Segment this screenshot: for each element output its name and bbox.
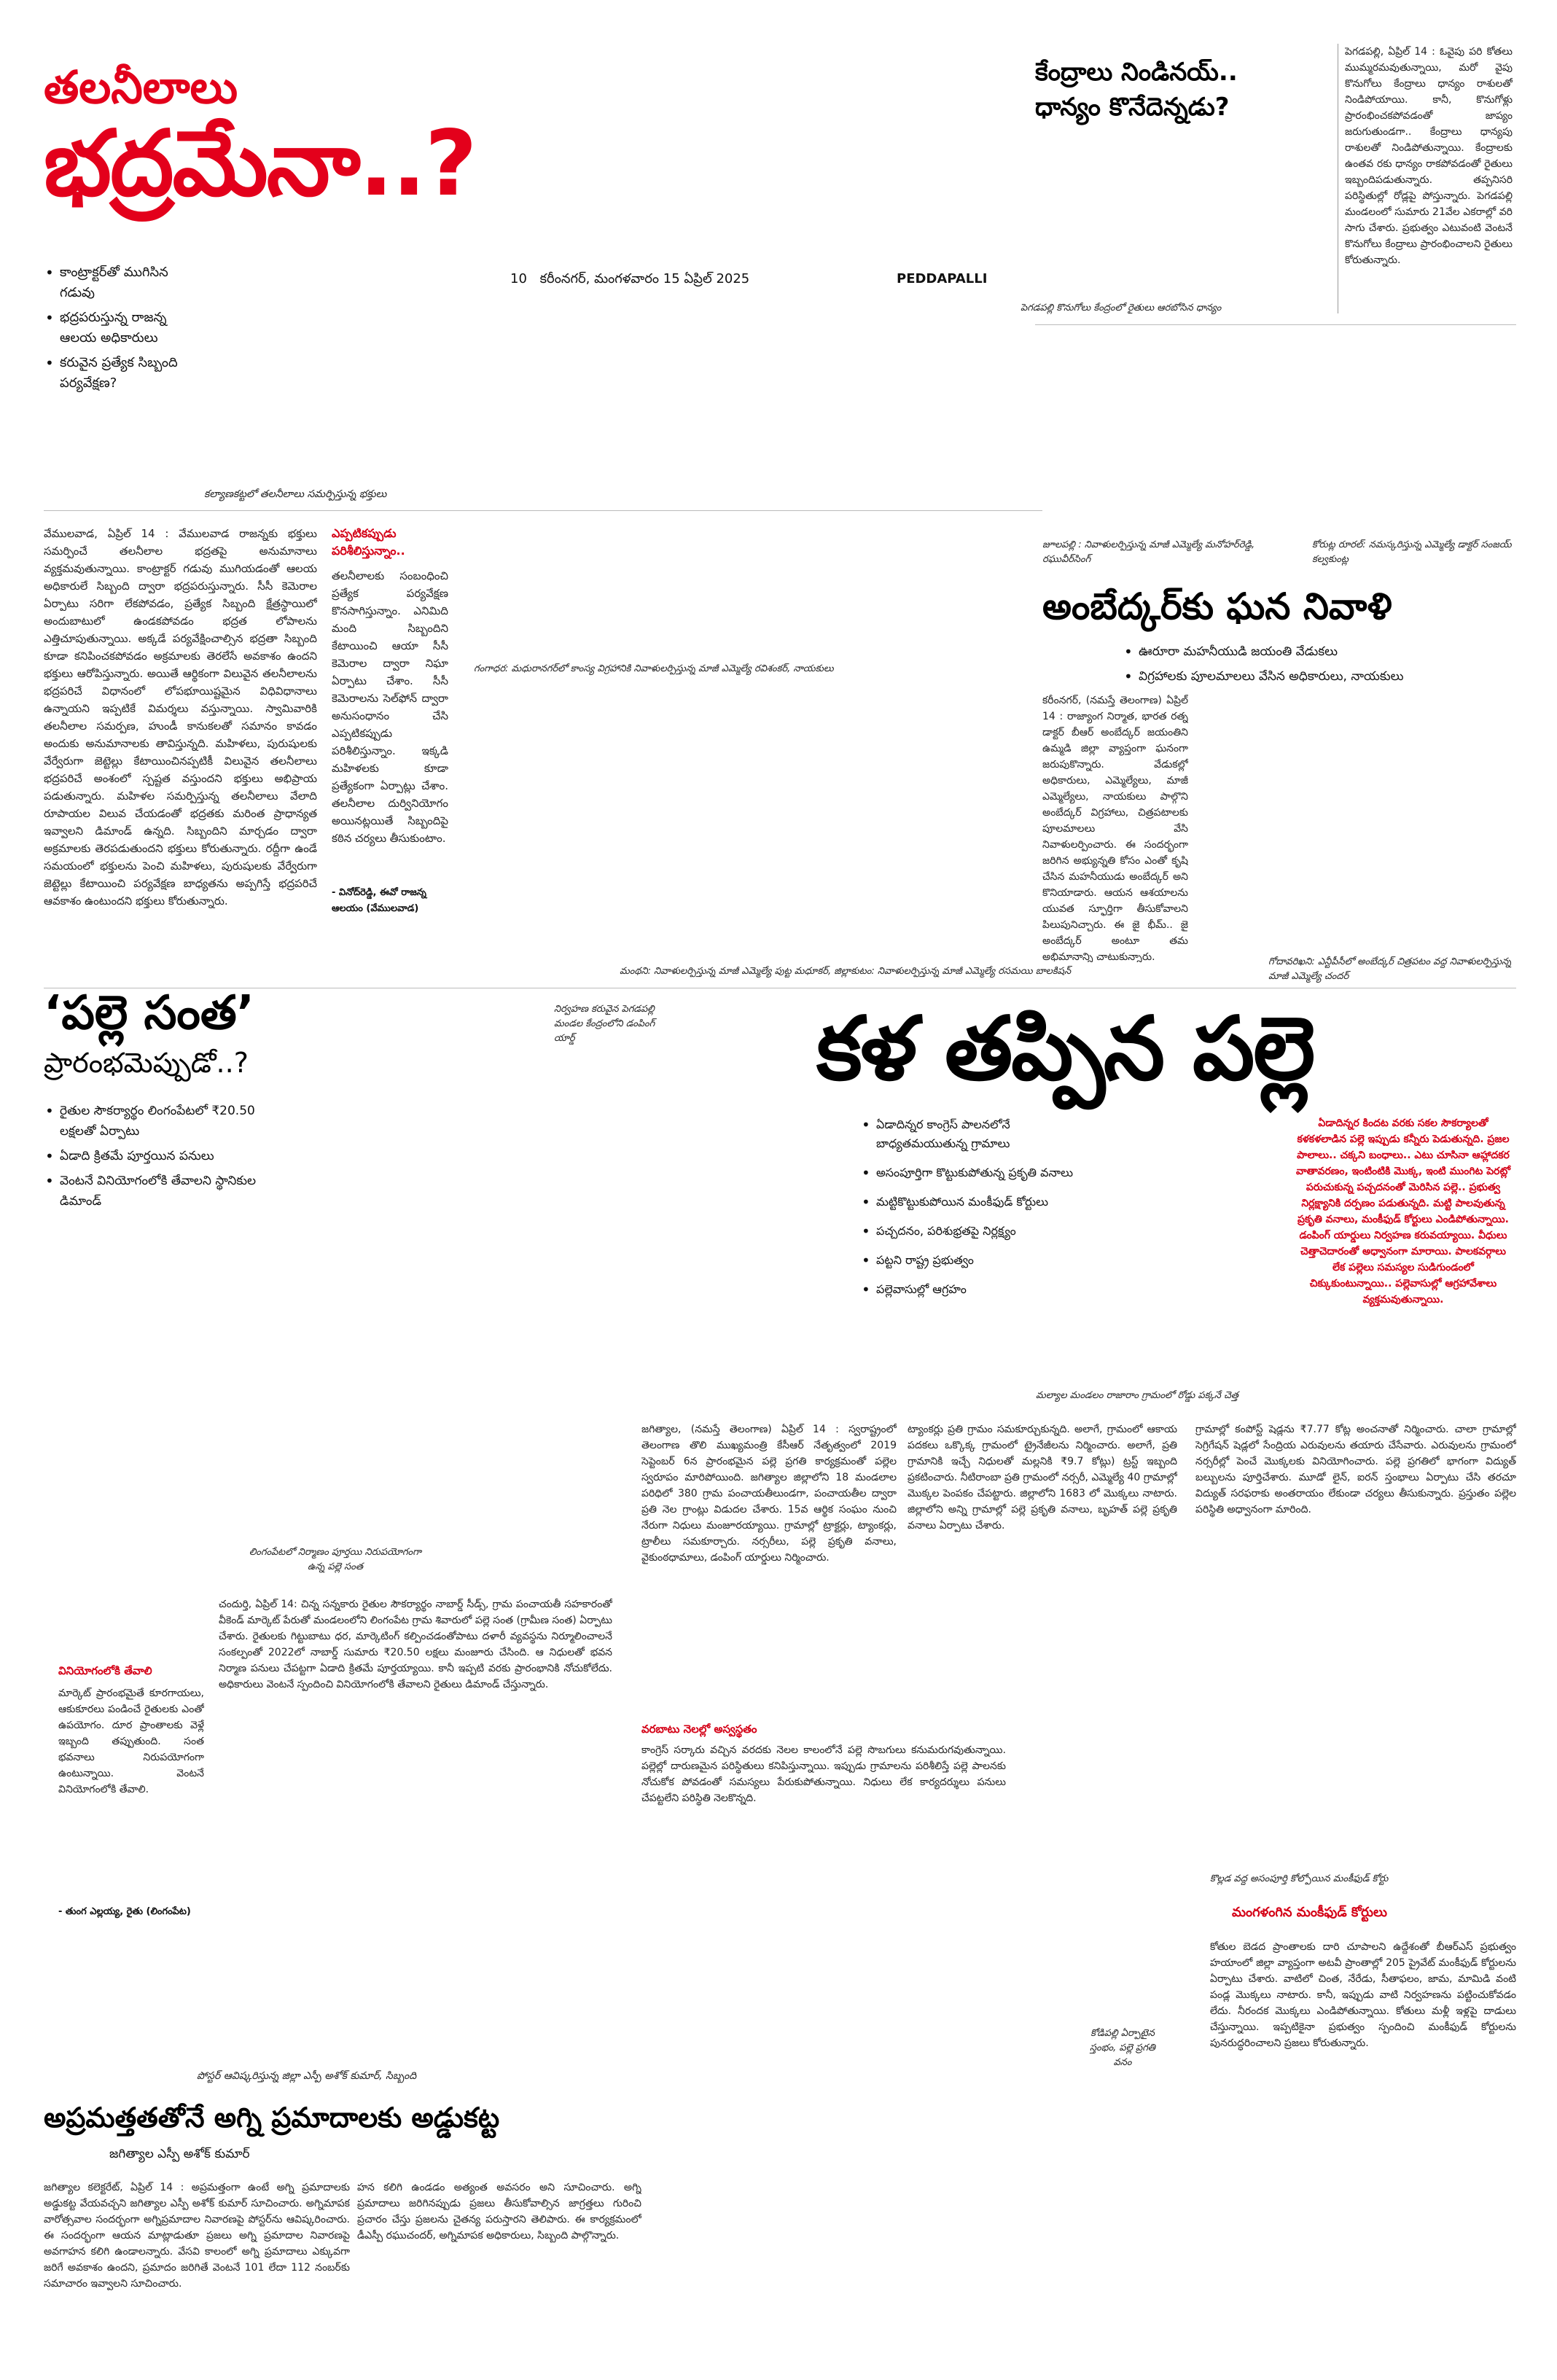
page-number: 10	[510, 271, 527, 286]
bullet-item: • విగ్రహాలకు పూలమాలలు వేసిన అధికారులు, నాయకులు	[1123, 666, 1516, 687]
divider	[1035, 324, 1516, 325]
masthead-date: కరీంనగర్, మంగళవారం 15 ఏప్రిల్ 2025	[539, 271, 750, 286]
story3-body: కరీంనగర్, (నమస్తే తెలంగాణ) ఏప్రిల్ 14 : రాజ్యాంగ నిర్మాత, భారత రత్న డాక్టర్ బీఆర్ అంబేద్కర్ జయంతిని ఉమ్మడి జిల్లా వ్యాప్తంగా ఘనంగా జరుపుకొన్నారు. వేడుకల్లో అధికారులు, ఎమ్మెల్యేలు, మాజీ ఎమ్మెల్యేలు, నాయకులు పాల్గొని అంబేద్కర్ విగ్రహాలు, చిత్రపటాలకు పూలమాలలు వేసి నివాళులర్పించారు. ఈ సందర్భంగా జరిగిన అభ్యున్నతి కోసం ఎంతో కృషి చేసిన మహనీయుడు అంబేద్కర్ అని కొనియాడారు. ఆయన ఆశయాలను యువత స్ఫూర్తిగా తీసుకోవాలని పిలుపునిచ్చారు. ఈ జై భీమ్.. జై అంబేద్కర్ అంటూ తమ అభిమానాన్ని చాటుకున్నారు.	[1042, 695, 1188, 962]
bullet-item: • రైతుల సౌకర్యార్థం లింగంపేటలో ₹20.50 లక్షలతో ఏర్పాటు	[44, 1101, 284, 1142]
story6-caption: కొల్లడ వద్ద అసంపూర్తి కోల్పోయిన మంకీఫుడ్ కోర్టు	[1210, 1873, 1389, 1884]
bullet-item: • పట్టని రాష్ట్ర ప్రభుత్వం	[860, 1251, 1079, 1270]
story5-body2: ట్యాంకర్లు ప్రతి గ్రామం సమకూర్చుకున్నది. అలాగే, గ్రామంలో ఆకాయ పదకలు ఒక్కొక్క గ్రామంలో ట్రైనేజీలను నిర్మించారు. అలాగే, ప్రతి గ్రామానికి ఇచ్చే నిధులతో మల్లనికి ₹9.7 కోట్లు) ట్రస్ట్ ఇబ్బంది ప్రకటించారు. నీటిరాంబా ప్రతి గ్రామంలో నర్సరీ, ఎమ్మెల్యే 40 గ్రామాల్లో మొక్కల పెంపకం చేపట్టారు. జిల్లాలోని 1683 లో మొక్కలు నాటారు. జిల్లాలోని అన్ని గ్రామాల్లో పల్లె ప్రకృతి వనాలు, బృహత్ పల్లె ప్రకృతి వనాలు ఏర్పాటు చేశారు.	[908, 1424, 1177, 1532]
masthead	[510, 271, 1021, 290]
story2-body: పెగడపల్లి, ఏప్రిల్ 14 : ఓవైపు పరి కోతలు ముమ్మరమవుతున్నాయి, మరో వైపు కొనుగోలు కేంద్రాలు ధాన్యం రాశులతో నిండిపోయాయి. కానీ, కొనుగోళ్లు ప్రారంభించకపోవడంతో జాప్యం జరుగుతుండగా.. కేంద్రాలు ధాన్యపు రాశులతో నిండిపోతున్నాయి. కేంద్రాలకు ఉంతవ రకు ధాన్యం రాకపోవడంతో రైతులు ఇబ్బందిపడుతున్నారు. తప్పనిసరి పరిస్థితుల్లో రోడ్లపై పోస్తున్నారు. పెగడపల్లి మండలంలో సుమారు 21వేల ఎకరాల్లో వరి సాగు చేశారు. ప్రభుత్వం ఎటువంటి వెంటనే కొనుగోలు కేంద్రాలు ప్రారంభించాలని రైతులు కోరుతున్నారు.	[1345, 46, 1513, 266]
story3-bullets	[1123, 641, 1516, 691]
story6-head: మంగళంగిన మంకీఫుడ్ కోర్టులు	[1232, 1905, 1387, 1920]
story5-side-box	[641, 1720, 1006, 1939]
story5-caption2: కోడిపల్లి ఏర్పాటైన స్తంభం, పల్లె ప్రగతి వనం	[1090, 2028, 1155, 2068]
story2-headline: కేంద్రాలు నిండినయ్.. ధాన్యం కొనేదెన్నడు?	[1035, 58, 1238, 122]
story4-headline: ‘పల్లె సంత’	[44, 986, 254, 1040]
story4-side-box	[58, 1662, 204, 1968]
story3-headline: అంబేద్కర్‌కు ఘన నివాళి	[1042, 585, 1392, 628]
story1-photo-caption: కల్యాణకట్టలో తలనీలాలు సమర్పిస్తున్న భక్తులు	[204, 488, 387, 500]
story5-kicker: నిర్వహణ కరువైన పెగడపల్లి మండల కేంద్రంలోని డంపింగ్ యార్డ్	[554, 1004, 655, 1044]
story3-caption-bottom: మంథని: నివాళులర్పిస్తున్న మాజీ ఎమ్మెల్యే పుట్ట మధూకర్, జిల్లాకుటం: నివాళులర్పిస్తున్న మాజీ ఎమ్మెల్యే రసమయి బాలకిషన్	[620, 966, 1072, 977]
bullet-item: • ఊరూరా మహనీయుడి జయంతి వేడుకలు	[1123, 641, 1516, 662]
story7-body: జగిత్యాల కలెక్టరేట్, ఏప్రిల్ 14 : అప్రమత్తంగా ఉంటే అగ్ని ప్రమాదాలకు అడ్డుకట్ట వేయవచ్చని జగిత్యాల ఎస్పీ అశోక్ కుమార్ సూచించారు. అగ్నిమాపక వారోత్సవాల సందర్భంగా అగ్నిప్రమాదాల నివారణపై పోస్టర్‌ను ఆవిష్కరించారు. ఈ సందర్భంగా ఆయన మాట్లాడుతూ ప్రజలు అగ్ని ప్రమాదాల నివారణపై అవగాహన కలిగి ఉండాలన్నారు. వేసవి కాలంలో అగ్ని ప్రమాదాలు ఎక్కువగా జరిగే అవకాశం ఉందని, ప్రమాదం జరిగితే వెంటనే 101 లేదా 112 నంబర్‌కు సమాచారం ఇవ్వాలని సూచించారు.	[44, 2182, 350, 2290]
story5-side-body: కాంగ్రెస్ సర్కారు వచ్చిన వరదకు నెలల కాలంలోనే పల్లె సొబగులు కనుమరుగవుతున్నాయి. పల్లెల్లో దారుణమైన పరిస్థితులు కనిపిస్తున్నాయి. ఇప్పుడు గ్రామాలను పరిశీలిస్తే పల్లె పాలనకు నోచుకోక పోవడంతో సమస్యలు పేరుకుపోతున్నాయి. నిధులు లేక కార్యదర్శులు పనులు చేపట్టలేని పరిస్థితి నెలకొన్నది.	[641, 1744, 1006, 1804]
story3-caption-mid2: కోరుట్ల రూరల్: నమస్కరిస్తున్న ఎమ్మెల్యే డాక్టర్ సంజయ్ కల్వకుంట్ల	[1312, 539, 1512, 565]
story5-body1: జగిత్యాల, (నమస్తే తెలంగాణ) ఏప్రిల్ 14 : స్వరాష్ట్రంలో తెలంగాణ తొలి ముఖ్యమంత్రి కేసీఆర్ నేతృత్వంలో 2019 సెప్టెంబర్ 6న ప్రారంభమైన పల్లె ప్రగతి కార్యక్రమంతో పల్లెల స్వరూపం మారిపోయింది. జగిత్యాల జిల్లాలోని 18 మండలాల పరిధిలో 380 గ్రామ పంచాయతీలుండగా, పంచాయతీల ద్వారా ప్రతి నెల గ్రాంట్లు విడుదల చేశారు. 15వ ఆర్థిక సంఘం నుంచి నేరుగా నిధులు మంజూరయ్యాయి. గ్రామాల్లో ట్రాక్టర్లు, ట్యాంకర్లు, ట్రాలీలు సమకూర్చారు. నర్సరీలు, పల్లె ప్రకృతి వనాలు, వైకుంఠధామాలు, డంపింగ్ యార్డులు నిర్మించారు.	[641, 1424, 897, 1564]
story5-red-box: ఏడాదిన్నర కిందట వరకు సకల సౌకర్యాలతో కళకళలాడిన పల్లె ఇప్పుడు కన్నీరు పెడుతున్నది. ప్రజల పాలాలు.. చక్కని బంధాలు.. ఎటు చూసినా ఆహ్లాదకర వాతావరణం, ఇంటింటికి మొక్క, ఇంటి ముంగిట పెరట్లో పరుచుకున్న పచ్చదనంతో మెరిసిన పల్లె.. ప్రభుత్వ నిర్లక్ష్యానికి దర్పణం పడుతున్నది. మట్టి పాలవుతున్న ప్రకృతి వనాలు, మంకీఫుడ్ కోర్టులు ఎండిపోతున్నాయి. డంపింగ్ యార్డులు నిర్వహణ కరువయ్యాయి. వీధులు చెత్తాచెదారంతో అధ్వానంగా మారాయి. పాలకవర్గాలు లేక పల్లెలు సమస్యల సుడిగుండంలో చిక్కుకుంటున్నాయి.. పల్లెవాసుల్లో ఆగ్రహావేశాలు వ్యక్తమవుతున్నాయి.	[1295, 1117, 1511, 1306]
story2-caption: పెగడపల్లి కొనుగోలు కేంద్రంలో రైతులు ఆరబోసిన ధాన్యం	[1021, 303, 1222, 313]
bullet-item: • ఏడాది క్రితమే పూర్తయిన పనులు	[44, 1146, 284, 1166]
story1-body: వేములవాడ, ఏప్రిల్ 14 : వేములవాడ రాజన్నకు భక్తులు సమర్పించే తలనీలాల భద్రతపై అనుమానాలు వ్యక్తమవుతున్నాయి. కాంట్రాక్టర్ గడువు ముగియడంతో ఆలయ అధికారులే సిబ్బంది ద్వారా భద్రపరుస్తున్నారు. సీసీ కెమెరాల ఏర్పాటు సరిగా లేకపోవడం, ప్రత్యేక సిబ్బంది క్షేత్రస్థాయిలో అందుబాటులో ఉండకపోవడం భద్రత లోపాలను ఎత్తిచూపుతున్నాయి. అక్కడే పర్యవేక్షించాల్సిన భద్రతా సిబ్బంది కూడా కనిపించకపోవడం అక్రమాలకు తెరలేసే అవకాశం ఉందని భక్తులు ఆరోపిస్తున్నారు. అయితే ఆర్థికంగా విలువైన తలనీలాలను భద్రపరిచే విధానంలో లోపభూయిష్టమైన విధివిధానాలు ఉన్నాయని ఇప్పటికే విమర్శలు వస్తున్నాయి. స్వామివారికి తలనీలాల సమర్పణ, హుండీ కానుకలతో సమానం కావడం అందుకు అనుమానాలకు తావిస్తున్నది. మహిళలు, పురుషులకు వేర్వేరుగా జెట్టెల్లు కేటాయించినప్పటికీ విలువైన తలనీలాలు భద్రపరిచే అంశంలో స్పష్టత వస్తుందని భక్తులు అభిప్రాయ పడుతున్నారు. మహిళల సమర్పిస్తున్న తలనీలాలు వేలాది రూపాయల విలువ చేయడంతో భద్రతకు మరింత ప్రాధాన్యత ఇవ్వాలని డిమాండ్ ఉన్నది. సిబ్బందిని మార్చడం ద్వారా అక్రమాలకు తెరపడుతుందని భక్తులు కోరుతున్నారు. రద్దీగా ఉండే సమయంలో భక్తులను పెంచి మహిళలు, పురుషులకు వేర్వేరుగా జెట్టెల్లు కేటాయించి పర్యవేక్షణ బాధ్యతను అప్పగిస్తే భద్రపరిచే ఆవకాశం ఉంటుందని భక్తులు కోరుతున్నారు.	[44, 527, 317, 908]
story4-side-body: మార్కెట్ ప్రారంభమైతే కూరగాయలు, ఆకుకూరలు పండించే రైతులకు ఎంతో ఉపయోగం. దూర ప్రాంతాలకు వెళ్లే ఇబ్బంది తప్పుతుంది. సంత భవనాలు నిరుపయోగంగా ఉంటున్నాయి. వెంటనే వినియోగంలోకి తేవాలి.	[58, 1688, 204, 1795]
story1-side-head: ఎప్పటికప్పుడు పరిశీలిస్తున్నాం..	[332, 526, 405, 558]
story5-body3: గ్రామాల్లో కంపోస్ట్ షెడ్లను ₹7.77 కోట్ల అంచనాతో నిర్మించారు. చాలా గ్రామాల్లో సెగ్రిగేషన్ షెడ్లలో సేంద్రియ ఎరువులను తయారు చేసేవారు. ఎరువులను గ్రామంలో నర్సరీల్లో పెంచే మొక్కలకు వినియోగించారు. పల్లె ప్రగతిలో భాగంగా విద్యుత్ బల్బులను పూర్తిచేశారు. మూడో లైన్, ఐరన్ స్తంభాలు ఏర్పాటు చేసి తరచూ విద్యుత్ సరఫరాకు అంతరాయం లేకుండా చర్యలు తీసుకున్నారు. ప్రస్తుతం పల్లెల పరిస్థితి అధ్వానంగా మారింది.	[1195, 1424, 1516, 1515]
story4-body: చందుర్తి, ఏప్రిల్ 14: చిన్న సన్నకారు రైతుల సౌకర్యార్థం నాబార్డ్ సీడ్స్, గ్రామ పంచాయతీ సహకారంతో వీకెండ్ మార్కెట్ పేరుతో మండలంలోని లింగంపేట గ్రామ శివారులో పల్లె సంత (గ్రామీణ సంత) ఏర్పాటు చేశారు. రైతులకు గిట్టుబాటు ధర, మార్కెటింగ్ కల్పించడంతోపాటు దళారీ వ్యవస్థను నిర్మూలించాలనే సంకల్పంతో 2022లో నాబార్డ్ సుమారు ₹20.50 లక్షలు మంజూరు చేసింది. ఆ నిధులతో భవన నిర్మాణ పనులు చేపట్టగా ఏడాది క్రితమే పూర్తయ్యాయి. కానీ ఇప్పటి వరకు ప్రారంభానికి నోచుకోలేదు. అధికారులు వెంటనే స్పందించి వినియోగంలోకి తేవాలని రైతులు డిమాండ్ చేస్తున్నారు.	[219, 1599, 612, 1690]
bullet-item: • భద్రపరుస్తున్న రాజన్న ఆలయ అధికారులు	[44, 308, 190, 348]
divider	[44, 510, 1042, 511]
story7-body2-visible: హన కలిగి ఉండడం అత్యంత అవసరం అని సూచించారు. అగ్ని ప్రమాదాలు జరిగినప్పుడు ప్రజలు తీసుకోవాల్సిన జాగ్రత్తలు గురించి ప్రచారం చేస్తు ప్రజలను చైతన్య పరుస్తారని తెలిపారు. ఈ కార్యక్రమంలో డీఎస్పీ రఘుచందర్, అగ్నిమాపక అధికారులు, సిబ్బంది పాల్గొన్నారు.	[357, 2182, 641, 2242]
bullet-item: • అసంపూర్తిగా కొట్టుకుపోతున్న ప్రకృతి వనాలు	[860, 1163, 1079, 1182]
story1-headline: భద్రమేనా..?	[44, 112, 476, 216]
story6-body: కోతుల బెడద ప్రాంతాలకు దారి చూపాలని ఉద్దేశంతో బీఆర్ఎస్ ప్రభుత్వం హయాంలో జిల్లా వ్యాప్తంగా అటవీ ప్రాంతాల్లో 205 ప్రైవేట్ మంకీఫుడ్ కోర్టులను ఏర్పాటు చేశారు. వాటిలో చింత, నేరేడు, సీతాఫలం, జామ, మామిడి వంటి పండ్ల మొక్కలు నాటారు. కానీ, ఇప్పుడు వాటి నిర్వహణను పట్టించుకోవడం లేదు. నీరందక మొక్కలు ఎండిపోతున్నాయి. కోతులు మళ్లీ ఇళ్లపై దాడులు చేస్తున్నాయి. ఇప్పటికైనా ప్రభుత్వం స్పందించి మంకీఫుడ్ కోర్టులను పునరుద్ధరించాలని ప్రజలు కోరుతున్నారు.	[1210, 1941, 1516, 2049]
story5-headline: కళ తప్పిన పల్లె	[816, 999, 1314, 1100]
story1-bullets	[44, 262, 190, 398]
story7-caption: పోస్టర్ ఆవిష్కరిస్తున్న జిల్లా ఎస్పీ అశోక్ కుమార్, సిబ్బంది	[197, 2070, 417, 2082]
story4-side-head: వినియోగంలోకి తేవాలి	[58, 1664, 152, 1677]
story4-subhead: ప్రారంభమెప్పుడో..?	[44, 1047, 249, 1079]
story1-side-box	[332, 525, 448, 933]
story3-caption-left: గంగాధర: మధురానగర్‌లో కాంస్య విగ్రహానికి నివాళులర్పిస్తున్న మాజీ ఎమ్మెల్యే రవిశంకర్, నాయకులు	[474, 663, 834, 674]
story5-side-head: వరబాటు నెలల్లో అస్వస్థతం	[641, 1722, 757, 1736]
story1-side-sign: - వినోద్‌రెడ్డి, ఈవో రాజన్న ఆలయం (వేములవాడ)	[332, 887, 426, 914]
story3-caption-mid1: జూలపల్లి : నివాళులర్పిస్తున్న మాజీ ఎమ్మెల్యే మనోహర్‌రెడ్డి, రఘువీర్‌సింగ్	[1042, 539, 1255, 565]
bullet-item: • పల్లెవాసుల్లో ఆగ్రహం	[860, 1280, 1079, 1299]
story5-bullets	[860, 1115, 1079, 1309]
story4-side-sign: - తుంగ ఎల్లయ్య, రైతు (లింగంపేట)	[58, 1906, 191, 1917]
bullet-item: • ఏడాదిన్నర కాంగ్రెస్ పాలనలోనే బాధ్యతమయుతున్న గ్రామాలు	[860, 1115, 1079, 1153]
story7-headline: అప్రమత్తతతోనే అగ్ని ప్రమాదాలకు అడ్డుకట్ట	[44, 2102, 500, 2134]
bullet-item: • మట్టికొట్టుకుపోయిన మంకీఫుడ్ కోర్టులు	[860, 1193, 1079, 1212]
bullet-item: • వెంటనే వినియోగంలోకి తేవాలని స్థానికుల డిమాండ్	[44, 1171, 284, 1212]
story1-kicker: తలనీలాలు	[44, 61, 238, 114]
story4-bullets	[44, 1101, 284, 1216]
story1-side-body: తలనీలాలకు సంబంధించి ప్రత్యేక పర్యవేక్షణ కొనసాగిస్తున్నాం. ఎనిమిది మంది సిబ్బందిని కేటాయించి ఆయా సీసీ కెమెరాల ద్వారా నిఘా ఏర్పాటు చేశాం. సీసీ కెమెరాలను సెల్‌ఫోన్ ద్వారా అనుసంధానం చేసి ఎప్పటికప్పుడు పరిశీలిస్తున్నాం. ఇక్కడి మహిళలకు కూడా ప్రత్యేకంగా ఏర్పాట్లు చేశాం. తలనీలాల దుర్వినియోగం అయినట్లయితే సిబ్బందిపై కఠిన చర్యలు తీసుకుంటాం.	[332, 569, 448, 845]
story5-photo-caption: మల్యాల మండలం రాజారాం గ్రామంలో రోడ్డు పక్కనే చెత్త	[1036, 1390, 1238, 1401]
story4-photo-caption: లింగంపేటలో నిర్మాణం పూర్తయి నిరుపయోగంగా ఉన్న పల్లె సంత	[249, 1547, 422, 1572]
edition-name: PEDDAPALLI	[897, 271, 988, 286]
bullet-item: • పచ్చదనం, పరిశుభ్రతపై నిర్లక్ష్యం	[860, 1222, 1079, 1241]
bullet-item: • కరువైన ప్రత్యేక సిబ్బంది పర్యవేక్షణ?	[44, 353, 190, 394]
story3-caption-right: గోదావరిఖని: ఎన్టీపీసీలో అంబేద్కర్ చిత్రపటం వద్ద నివాళులర్పిస్తున్న మాజీ ఎమ్మెల్యే చందర్	[1268, 956, 1512, 982]
bullet-item: • కాంట్రాక్టర్‌తో ముగిసిన గడువు	[44, 262, 190, 303]
story7-byline: జగిత్యాల ఎస్పీ అశోక్ కుమార్	[109, 2147, 250, 2161]
